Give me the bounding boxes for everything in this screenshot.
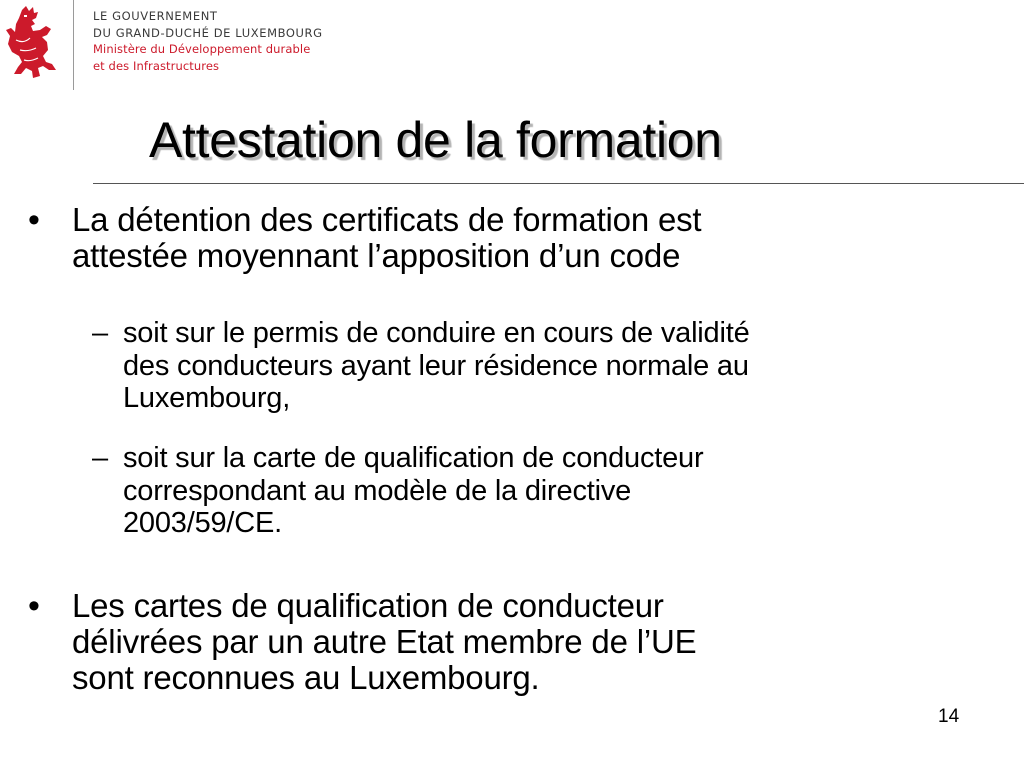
ministry-line-1: Ministère du Développement durable bbox=[93, 42, 311, 56]
header-divider bbox=[73, 0, 74, 90]
sub-bullet-2-line-2: correspondant au modèle de la directive bbox=[123, 474, 632, 507]
ministry-name bbox=[93, 8, 323, 74]
lion-coat-of-arms-icon bbox=[2, 4, 58, 80]
ministry-line-2: et des Infrastructures bbox=[93, 58, 220, 73]
bullet-2-line-1: Les cartes de qualification de conducteur bbox=[72, 587, 664, 624]
title-underline bbox=[93, 183, 1024, 184]
sub-bullet-2-text bbox=[123, 442, 1013, 540]
sub-bullet-2-line-1: soit sur la carte de qualification de conducteur bbox=[123, 442, 704, 474]
sub-bullet-marker: – bbox=[92, 317, 109, 349]
bullet-1-line-1: La détention des certificats de formation est bbox=[72, 201, 702, 238]
sub-bullet-1-line-1: soit sur le permis de conduire en cours de validité bbox=[123, 317, 750, 349]
page-number: 14 bbox=[938, 706, 960, 727]
sub-bullet-1-line-3: Luxembourg, bbox=[123, 382, 291, 414]
government-line-2: DU GRAND-DUCHÉ DE LUXEMBOURG bbox=[93, 25, 323, 40]
sub-bullet-1-line-2: des conducteurs ayant leur résidence normale au bbox=[123, 349, 749, 382]
bullet-marker: • bbox=[28, 201, 40, 239]
government-line-1: LE GOUVERNEMENT bbox=[93, 9, 218, 23]
bullet-marker: • bbox=[28, 587, 40, 625]
bullet-1-line-2: attestée moyennant l’apposition d’un code bbox=[72, 237, 681, 274]
sub-bullet-marker: – bbox=[92, 442, 109, 474]
sub-bullet-1-text bbox=[123, 317, 1013, 415]
bullet-2-line-2: délivrées par un autre Etat membre de l’UE bbox=[72, 623, 697, 660]
bullet-2-text bbox=[72, 588, 1002, 696]
government-header bbox=[0, 0, 400, 92]
bullet-2-line-3: sont reconnues au Luxembourg. bbox=[72, 659, 540, 696]
slide-title: Attestation de la formation bbox=[149, 112, 722, 168]
sub-bullet-2-line-3: 2003/59/CE. bbox=[123, 507, 283, 539]
bullet-1-text bbox=[72, 202, 1002, 274]
